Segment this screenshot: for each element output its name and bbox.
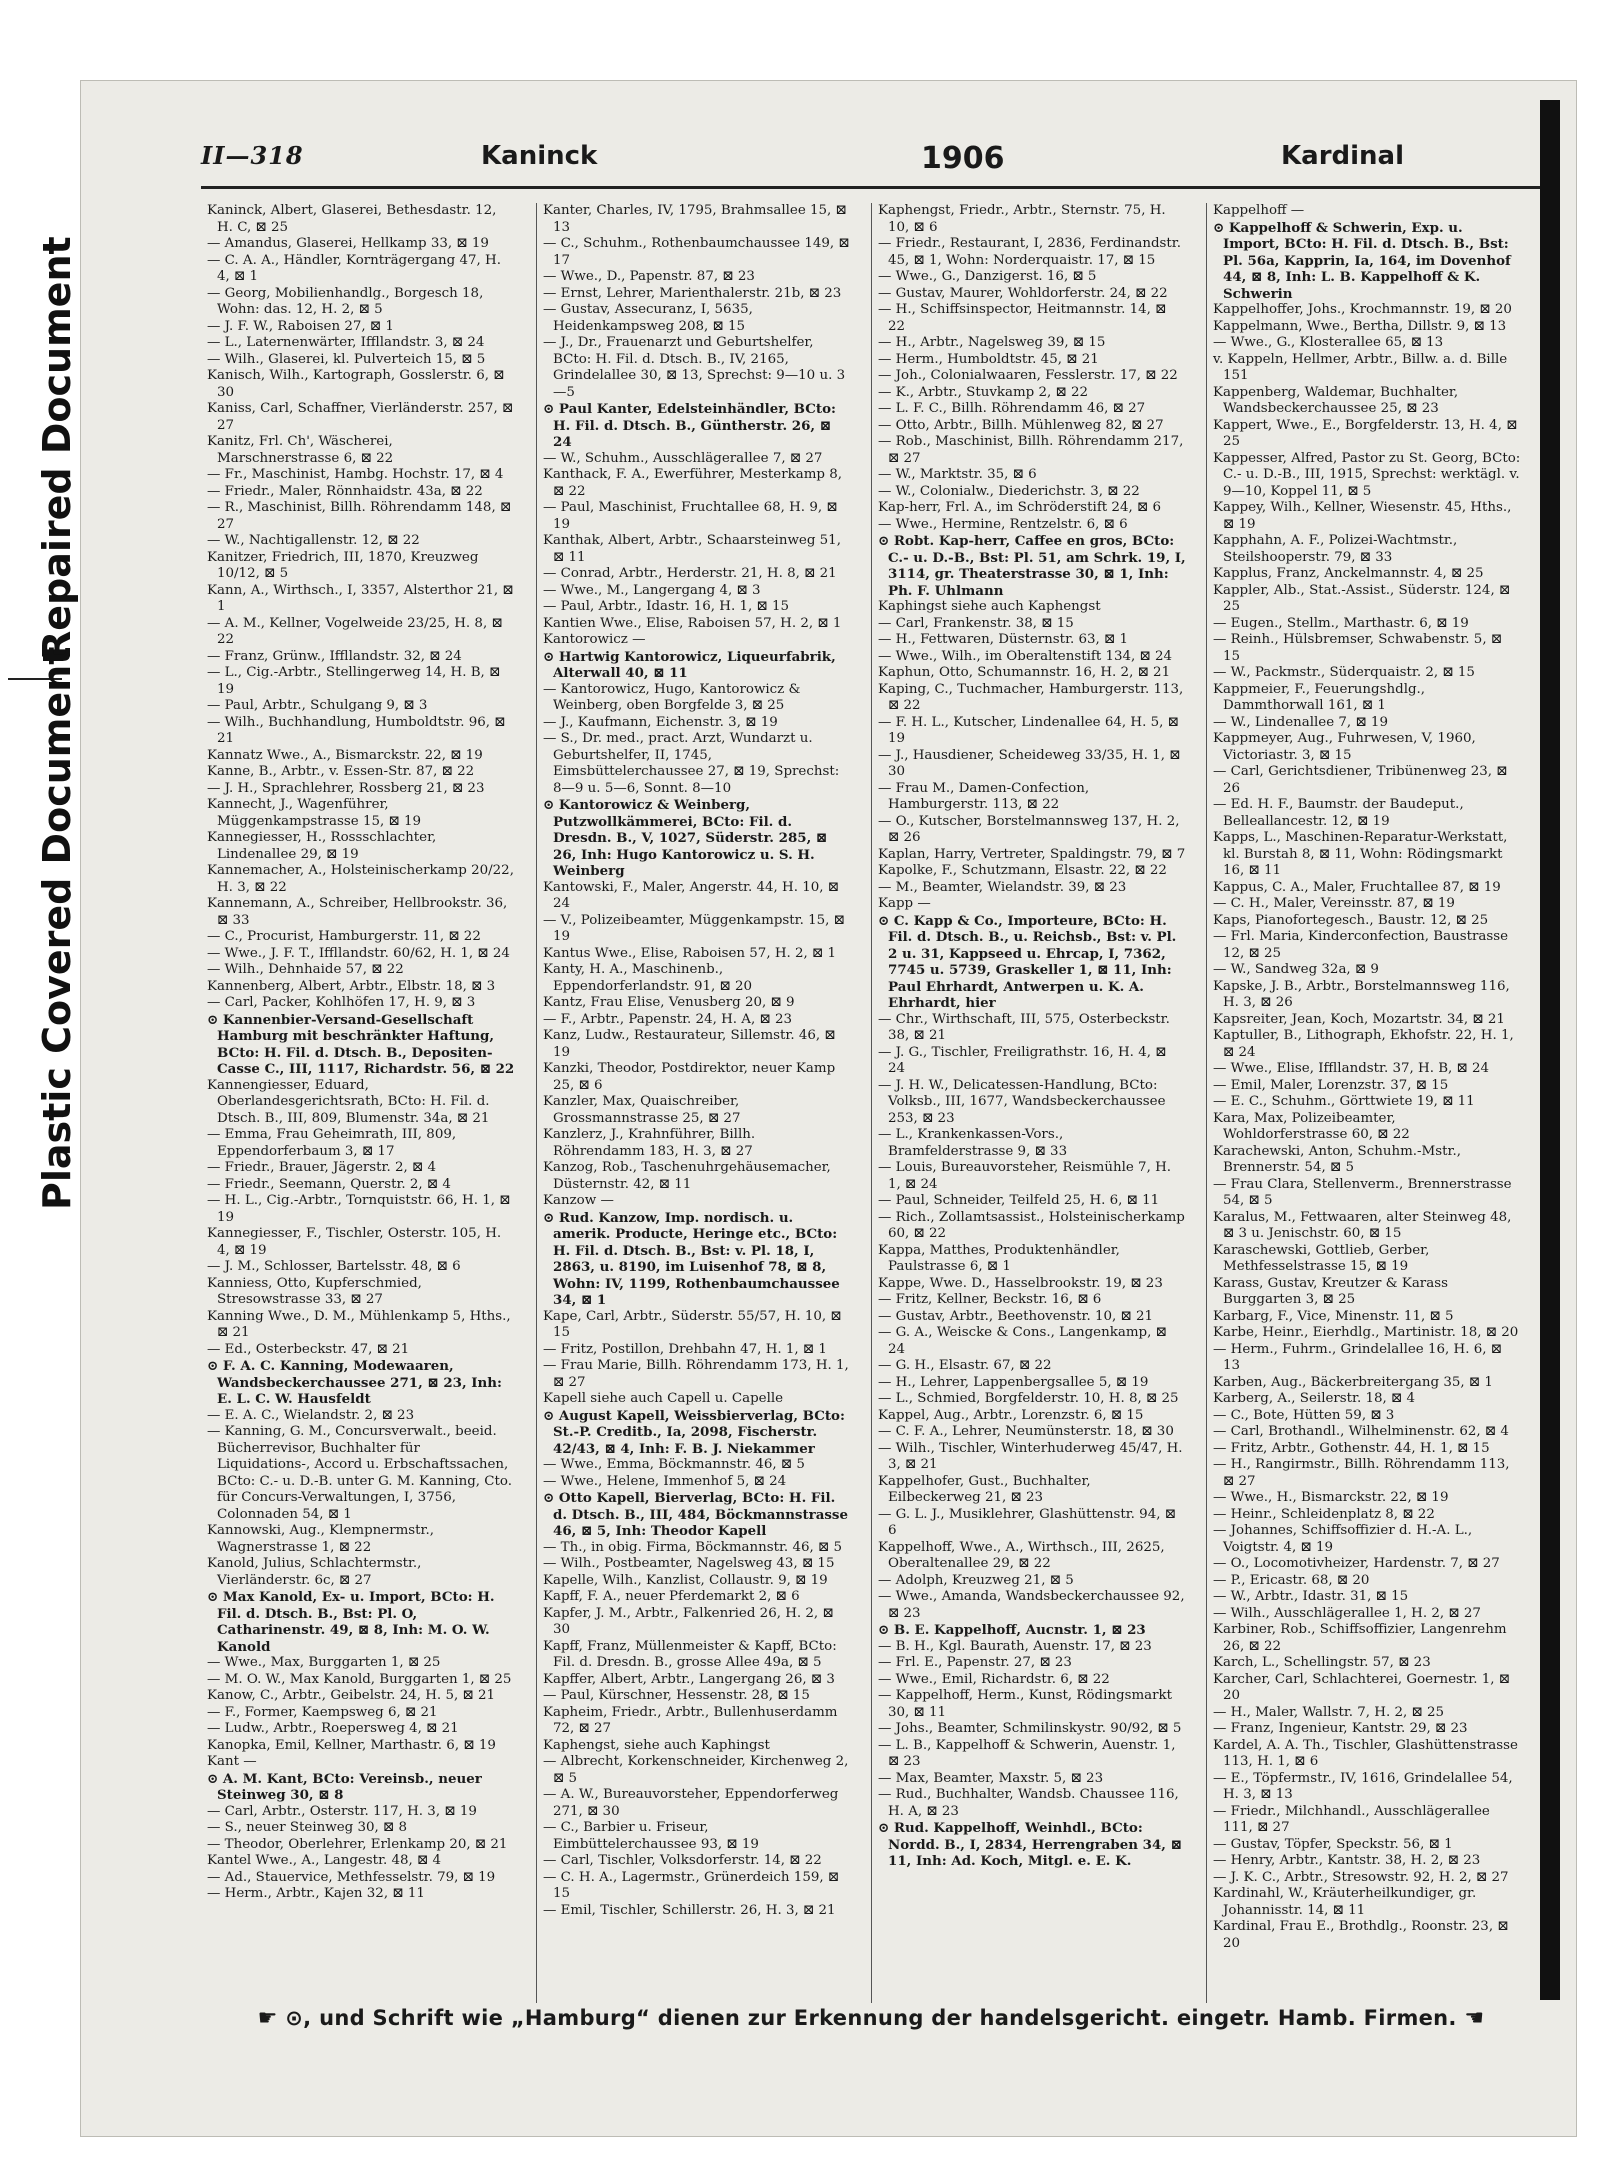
directory-entry: ⊙ C. Kapp & Co., Importeure, BCto: H. Fil. d. Dtsch. B., u. Reichsb., Bst: v. Pl. 2 u. 31, Kappseed u. Ehrcap, I, 7362, 7745 u. 5739, Graskeller 1, ⊠ 11, Inh: Paul Ehrhardt, Antwerpen u. K. A. Ehrhardt, hier: [878, 912, 1177, 1011]
directory-entry: Kanty, H. A., Maschinenb., Eppendorferlandstr. 91, ⊠ 20: [543, 962, 753, 994]
directory-entry: — V., Polizeibeamter, Müggenkampstr. 15, ⊠ 19: [543, 912, 845, 944]
directory-year: 1906: [921, 141, 1005, 176]
directory-entry: — Frau M., Damen-Confection, Hamburgerstr. 113, ⊠ 22: [878, 780, 1090, 812]
directory-entry: ⊙ Hartwig Kantorowicz, Liqueurfabrik, Alterwall 40, ⊠ 11: [543, 648, 836, 681]
directory-entry: ⊙ A. M. Kant, BCto: Vereinsb., neuer Steinweg 30, ⊠ 8: [207, 1770, 482, 1803]
directory-entry: — A. M., Kellner, Vogelweide 23/25, H. 8, ⊠ 22: [207, 615, 503, 647]
directory-entry: Kapsreiter, Jean, Koch, Mozartstr. 34, ⊠ 21: [1213, 1011, 1505, 1027]
directory-entry: — Carl, Packer, Kohlhöfen 17, H. 9, ⊠ 3: [207, 995, 476, 1010]
directory-entry: — C. F. A., Lehrer, Neumünsterstr. 18, ⊠ 30: [878, 1424, 1174, 1439]
footer-note: ⊙, und Schrift wie „Hamburg“ dienen zur Erkennung der handelsgericht. eingetr. Hamb. Firmen.: [285, 2006, 1457, 2030]
directory-entry: — Wilh., Buchhandlung, Humboldtstr. 96, ⊠ 21: [207, 714, 506, 746]
directory-entry: — Henry, Arbtr., Kantstr. 38, H. 2, ⊠ 23: [1213, 1853, 1481, 1868]
directory-entry: — J. F. W., Raboisen 27, ⊠ 1: [207, 318, 394, 334]
directory-entry: — Emil, Tischler, Schillerstr. 26, H. 3, ⊠ 21: [543, 1902, 836, 1918]
directory-entry: Kanz, Ludw., Restaurateur, Sillemstr. 46, ⊠ 19: [543, 1028, 836, 1060]
header-rule: [201, 186, 1541, 189]
directory-entry: Kanitz, Frl. Ch', Wäscherei, Marschnerstrasse 6, ⊠ 22: [207, 434, 394, 466]
directory-entry: Kaphengst, Friedr., Arbtr., Sternstr. 75, H. 10, ⊠ 6: [878, 203, 1166, 235]
last-headword: Kardinal: [1281, 141, 1405, 171]
directory-entry: Kappe, Wwe. D., Hasselbrookstr. 19, ⊠ 23: [878, 1275, 1163, 1291]
directory-entry: Kapplus, Franz, Anckelmannstr. 4, ⊠ 25: [1213, 566, 1484, 581]
directory-entry: — J. H., Sprachlehrer, Rossberg 21, ⊠ 23: [207, 780, 485, 796]
directory-entry: — Wilh., Glaserei, kl. Pulverteich 15, ⊠ 5: [207, 351, 486, 367]
directory-entry: — C. A. A., Händler, Kornträgergang 47, H. 4, ⊠ 1: [207, 252, 501, 284]
directory-entry: Kannenberg, Albert, Arbtr., Elbstr. 18, ⊠ 3: [207, 978, 496, 994]
directory-entry: — Gustav, Assecuranz, I, 5635, Heidenkampsweg 208, ⊠ 15: [543, 302, 753, 334]
directory-entry: — Wilh., Tischler, Winterhuderweg 45/47, H. 3, ⊠ 21: [878, 1440, 1183, 1472]
directory-entry: Kanniess, Otto, Kupferschmied, Stresowstrasse 33, ⊠ 27: [207, 1275, 422, 1307]
directory-entry: — Ad., Stauervice, Methfesselstr. 79, ⊠ 19: [207, 1869, 496, 1885]
plastic-covered-document-label: Plastic Covered Document: [35, 646, 79, 1210]
directory-entry: — H., Schiffsinspector, Heitmannstr. 14, ⊠ 22: [878, 302, 1167, 334]
directory-entry: — S., Dr. med., pract. Arzt, Wundarzt u. Geburtshelfer, II, 1745, Eimsbüttelerchaussee 27, ⊠ 19, Sprechst: 8—9 u. 5—6, Sonnt. 8—10: [543, 731, 840, 796]
directory-entry: — K., Arbtr., Stuvkamp 2, ⊠ 22: [878, 384, 1089, 400]
column-4-entries: [1207, 203, 1527, 1952]
directory-entry: — L., Schmied, Borgfelderstr. 10, H. 8, ⊠ 25: [878, 1391, 1179, 1406]
directory-entry: Karch, L., Schellingstr. 57, ⊠ 23: [1213, 1655, 1431, 1670]
directory-entry: ⊙ B. E. Kappelhoff, Aucnstr. 1, ⊠ 23: [878, 1622, 1146, 1638]
directory-entry: — Herm., Arbtr., Kajen 32, ⊠ 11: [207, 1886, 425, 1901]
directory-entry: — Wilh., Ausschlägerallee 1, H. 2, ⊠ 27: [1213, 1605, 1481, 1621]
directory-entry: — Paul, Schneider, Teilfeld 25, H. 6, ⊠ 11: [878, 1193, 1160, 1208]
directory-entry: ⊙ Rud. Kanzow, Imp. nordisch. u. amerik. Producte, Heringe etc., BCto: H. Fil. d. Dtsch. B., Bst: v. Pl. 18, I, 2863, u. 8190, im Luisenhof 78, ⊠ 8, Wohn: IV, 1199, Rothenbaumchaussee 34, ⊠ 1: [543, 1209, 840, 1308]
directory-entry: — F., Arbtr., Papenstr. 24, H. A, ⊠ 23: [543, 1011, 792, 1027]
directory-entry: — Heinr., Schleidenplatz 8, ⊠ 22: [1213, 1506, 1435, 1522]
directory-entry: Karass, Gustav, Kreutzer & Karass Burggarten 3, ⊠ 25: [1213, 1275, 1448, 1307]
directory-entry: — Joh., Colonialwaaren, Fesslerstr. 17, ⊠ 22: [878, 368, 1178, 383]
directory-entry: Kapphahn, A. F., Polizei-Wachtmstr., Steilshooperstr. 79, ⊠ 33: [1213, 533, 1458, 565]
page-number: II—318: [201, 141, 304, 170]
directory-entry: — Friedr., Seemann, Querstr. 2, ⊠ 4: [207, 1176, 451, 1192]
directory-entry: Kanne, B., Arbtr., v. Essen-Str. 87, ⊠ 22: [207, 764, 475, 779]
directory-entry: Kanzler, Max, Quaischreiber, Grossmannstrasse 25, ⊠ 27: [543, 1094, 741, 1126]
directory-entry: Kappmeier, F., Feuerungshdlg., Dammthorwall 161, ⊠ 1: [1213, 681, 1426, 713]
directory-entry: Kappey, Wilh., Kellner, Wiesenstr. 45, Hths., ⊠ 19: [1213, 500, 1512, 532]
directory-entry: — J., Kaufmann, Eichenstr. 3, ⊠ 19: [543, 714, 778, 730]
directory-entry: Kanning Wwe., D. M., Mühlenkamp 5, Hths., ⊠ 21: [207, 1308, 511, 1340]
directory-entry: — Friedr., Maler, Rönnhaidstr. 43a, ⊠ 22: [207, 483, 483, 499]
directory-entry: ⊙ Kappelhoff & Schwerin, Exp. u. Import, BCto: H. Fil. d. Dtsch. B., Bst: Pl. 56a, Kapprin, Ia, 164, im Dovenhof 44, ⊠ 8, Inh: L. B. Kappelhoff & K. Schwerin: [1213, 219, 1511, 302]
directory-entry: — Wwe., Amanda, Wandsbeckerchaussee 92, ⊠ 23: [878, 1589, 1185, 1621]
directory-entry: — Louis, Bureauvorsteher, Reismühle 7, H. 1, ⊠ 24: [878, 1160, 1172, 1192]
directory-entry: — Rud., Buchhalter, Wandsb. Chaussee 116, H. A, ⊠ 23: [878, 1787, 1179, 1819]
directory-entry: — Frau Clara, Stellenverm., Brennerstrasse 54, ⊠ 5: [1213, 1176, 1512, 1208]
directory-entry: — Wwe., Elise, Iffllandstr. 37, H. B, ⊠ 24: [1213, 1061, 1490, 1076]
directory-entry: — Johs., Beamter, Schmilinskystr. 90/92, ⊠ 5: [878, 1721, 1182, 1736]
directory-entry: — G. A., Weiscke & Cons., Langenkamp, ⊠ 24: [878, 1325, 1167, 1357]
directory-entry: Karbiner, Rob., Schiffsoffizier, Langenrehm 26, ⊠ 22: [1213, 1622, 1507, 1654]
directory-entry: Kanzki, Theodor, Postdirektor, neuer Kamp 25, ⊠ 6: [543, 1061, 836, 1093]
directory-entry: Kanzlerz, J., Krahnführer, Billh. Röhrendamm 183, H. 3, ⊠ 27: [543, 1127, 756, 1159]
directory-entry: Kara, Max, Polizeibeamter, Wohldorferstrasse 60, ⊠ 22: [1213, 1110, 1410, 1142]
directory-entry: Kannowski, Aug., Klempnermstr., Wagnerstrasse 1, ⊠ 22: [207, 1523, 434, 1555]
directory-entry: — E. A. C., Wielandstr. 2, ⊠ 23: [207, 1407, 415, 1423]
directory-entry: — W., Schuhm., Ausschlägerallee 7, ⊠ 27: [543, 450, 823, 466]
directory-entry: — Johannes, Schiffsoffizier d. H.-A. L., Voigtstr. 4, ⊠ 19: [1213, 1523, 1473, 1555]
directory-entry: — L. F. C., Billh. Röhrendamm 46, ⊠ 27: [878, 401, 1146, 416]
directory-entry: Kaplan, Harry, Vertreter, Spaldingstr. 79, ⊠ 7: [878, 846, 1186, 862]
directory-entry: Kappa, Matthes, Produktenhändler, Paulstrasse 6, ⊠ 1: [878, 1242, 1120, 1274]
directory-entry: — Ludw., Arbtr., Roepersweg 4, ⊠ 21: [207, 1721, 459, 1736]
directory-entry: — Carl, Gerichtsdiener, Tribünenweg 23, ⊠ 26: [1213, 764, 1508, 796]
directory-entry: Kapelle, Wilh., Kanzlist, Collaustr. 9, ⊠ 19: [543, 1572, 828, 1588]
directory-entry: — L. B., Kappelhoff & Schwerin, Auenstr. 1, ⊠ 23: [878, 1737, 1176, 1769]
directory-entry: Kaphingst siehe auch Kaphengst: [878, 599, 1101, 614]
directory-entry: Kanopka, Emil, Kellner, Marthastr. 6, ⊠ 19: [207, 1737, 496, 1753]
directory-entry: — Carl, Brothandl., Wilhelminenstr. 62, ⊠ 4: [1213, 1424, 1509, 1439]
directory-entry: — Eugen., Stellm., Marthastr. 6, ⊠ 19: [1213, 615, 1469, 631]
directory-entry: — J., Hausdiener, Scheideweg 33/35, H. 1, ⊠ 30: [878, 747, 1181, 779]
directory-entry: — L., Krankenkassen-Vors., Bramfelderstrasse 9, ⊠ 33: [878, 1127, 1068, 1159]
directory-entry: Kanthak, Albert, Arbtr., Schaarsteinweg 51, ⊠ 11: [543, 533, 841, 565]
directory-entry: — Friedr., Milchhandl., Ausschlägerallee 111, ⊠ 27: [1213, 1803, 1490, 1835]
directory-entry: — F. H. L., Kutscher, Lindenallee 64, H. 5, ⊠ 19: [878, 714, 1179, 746]
directory-entry: — H., Lehrer, Lappenbergsallee 5, ⊠ 19: [878, 1374, 1149, 1390]
side-label: [0, 0, 79, 2177]
directory-entry: — Emma, Frau Geheimrath, III, 809, Eppendorferbaum 3, ⊠ 17: [207, 1127, 457, 1159]
directory-entry: — Friedr., Brauer, Jägerstr. 2, ⊠ 4: [207, 1160, 437, 1175]
directory-entry: — W., Lindenallee 7, ⊠ 19: [1213, 714, 1388, 730]
directory-entry: — Ed. H. F., Baumstr. der Baudeput., Belleallancestr. 12, ⊠ 19: [1213, 797, 1464, 829]
directory-entry: — O., Locomotivheizer, Hardenstr. 7, ⊠ 27: [1213, 1556, 1500, 1571]
directory-entry: — Wwe., Emil, Richardstr. 6, ⊠ 22: [878, 1671, 1110, 1687]
directory-entry: Kapff, F. A., neuer Pferdemarkt 2, ⊠ 6: [543, 1589, 800, 1604]
directory-entry: Kapp —: [878, 896, 931, 911]
directory-entry: Karben, Aug., Bäckerbreitergang 35, ⊠ 1: [1213, 1374, 1493, 1390]
directory-entry: — P., Ericastr. 68, ⊠ 20: [1213, 1572, 1370, 1588]
directory-entry: — Wwe., Helene, Immenhof 5, ⊠ 24: [543, 1473, 787, 1489]
column-2: [536, 203, 857, 2003]
directory-entry: Kardel, A. A. Th., Tischler, Glashüttenstrasse 113, H. 1, ⊠ 6: [1213, 1737, 1518, 1769]
first-headword: Kaninck: [481, 141, 598, 171]
directory-entry: — L., Cig.-Arbtr., Stellingerweg 14, H. B, ⊠ 19: [207, 665, 501, 697]
directory-entry: ⊙ Kannenbier-Versand-Gesellschaft Hamburg mit beschränkter Haftung, BCto: H. Fil. d. Dtsch. B., Depositen-Casse C., III, 1117, Richardstr. 56, ⊠ 22: [207, 1011, 515, 1077]
directory-entry: — Wwe., H., Bismarckstr. 22, ⊠ 19: [1213, 1490, 1449, 1505]
directory-entry: — M. O. W., Max Kanold, Burggarten 1, ⊠ 25: [207, 1671, 512, 1687]
directory-entry: — Kanning, G. M., Concursverwalt., beeid. Bücherrevisor, Buchhalter für Liquidations-, Accord u. Erbschaftssachen, BCto: C.- u. D.-B. unter G. M. Kanning, Cto. für Concurs-Verwaltungen, I, 3756, Colonnaden 54, ⊠ 1: [207, 1424, 512, 1522]
directory-entry: Kaps, Pianofortegesch., Baustr. 12, ⊠ 25: [1213, 912, 1489, 928]
directory-entry: — C. H., Maler, Vereinsstr. 87, ⊠ 19: [1213, 896, 1455, 911]
directory-entry: — B. H., Kgl. Baurath, Auenstr. 17, ⊠ 23: [878, 1638, 1152, 1654]
directory-entry: — Wwe., Emma, Böckmannstr. 46, ⊠ 5: [543, 1457, 805, 1472]
directory-entry: — H., Maler, Wallstr. 7, H. 2, ⊠ 25: [1213, 1704, 1445, 1720]
directory-entry: — R., Maschinist, Billh. Röhrendamm 148, ⊠ 27: [207, 500, 512, 532]
directory-entry: — Albrecht, Korkenschneider, Kirchenweg 2, ⊠ 5: [543, 1754, 849, 1786]
directory-entry: — J. M., Schlosser, Bartelsstr. 48, ⊠ 6: [207, 1259, 461, 1274]
directory-entry: Kant —: [207, 1754, 257, 1769]
column-1-entries: [201, 203, 521, 1903]
directory-entry: Kanzow —: [543, 1193, 614, 1208]
directory-entry: — Herm., Fuhrm., Grindelallee 16, H. 6, ⊠ 13: [1213, 1341, 1502, 1373]
directory-entry: Kappler, Alb., Stat.-Assist., Süderstr. 124, ⊠ 25: [1213, 582, 1511, 614]
directory-entry: — Rob., Maschinist, Billh. Röhrendamm 217, ⊠ 27: [878, 434, 1184, 466]
directory-entry: v. Kappeln, Hellmer, Arbtr., Billw. a. d. Bille 151: [1213, 351, 1508, 383]
directory-entry: — Gustav, Arbtr., Beethovenstr. 10, ⊠ 21: [878, 1308, 1154, 1324]
directory-entry: Kantorowicz —: [543, 632, 646, 647]
directory-entry: — Herm., Humboldtstr. 45, ⊠ 21: [878, 351, 1099, 367]
directory-entry: — O., Kutscher, Borstelmannsweg 137, H. 2, ⊠ 26: [878, 813, 1180, 845]
directory-entry: Kappmeyer, Aug., Fuhrwesen, V, 1960, Victoriastr. 3, ⊠ 15: [1213, 731, 1476, 763]
directory-entry: Kanold, Julius, Schlachtermstr., Vierländerstr. 6c, ⊠ 27: [207, 1556, 422, 1588]
directory-entry: — Theodor, Oberlehrer, Erlenkamp 20, ⊠ 21: [207, 1836, 508, 1852]
directory-entry: Kapske, J. B., Arbtr., Borstelmannsweg 116, H. 3, ⊠ 26: [1213, 978, 1510, 1010]
directory-entry: Kape, Carl, Arbtr., Süderstr. 55/57, H. 10, ⊠ 15: [543, 1308, 842, 1340]
directory-entry: — Amandus, Glaserei, Hellkamp 33, ⊠ 19: [207, 236, 489, 251]
directory-entry: Karalus, M., Fettwaaren, alter Steinweg 48, ⊠ 3 u. Jenischstr. 60, ⊠ 15: [1213, 1209, 1512, 1241]
directory-entry: — M., Beamter, Wielandstr. 39, ⊠ 23: [878, 879, 1127, 895]
scanned-page: [80, 80, 1577, 2137]
directory-entry: — Frl. E., Papenstr. 27, ⊠ 23: [878, 1655, 1072, 1670]
pointing-hand-right-icon: ☚: [1464, 2006, 1485, 2031]
column-2-entries: [537, 203, 857, 1919]
directory-entry: Karbe, Heinr., Eierhdlg., Martinistr. 18, ⊠ 20: [1213, 1325, 1519, 1340]
directory-entry: Kardinal, Frau E., Brothdlg., Roonstr. 23, ⊠ 20: [1213, 1919, 1509, 1951]
directory-entry: — Fr., Maschinist, Hambg. Hochstr. 17, ⊠ 4: [207, 467, 504, 482]
directory-entry: ⊙ F. A. C. Kanning, Modewaaren, Wandsbeckerchaussee 271, ⊠ 23, Inh: E. L. C. W. Hausfeldt: [207, 1358, 502, 1407]
directory-entry: — Rich., Zollamtsassist., Holsteinischerkamp 60, ⊠ 22: [878, 1209, 1185, 1241]
directory-entry: Kantus Wwe., Elise, Raboisen 57, H. 2, ⊠ 1: [543, 945, 837, 961]
directory-entry: Kanthack, F. A., Ewerführer, Mesterkamp 8, ⊠ 22: [543, 467, 843, 499]
directory-entry: Kanter, Charles, IV, 1795, Brahmsallee 15, ⊠ 13: [543, 203, 847, 235]
directory-entry: Kappert, Wwe., E., Borgfelderstr. 13, H. 4, ⊠ 25: [1213, 417, 1518, 449]
column-3-entries: [872, 203, 1192, 1870]
directory-entry: — Frl. Maria, Kinderconfection, Baustrasse 12, ⊠ 25: [1213, 929, 1508, 961]
directory-entry: — J. H. W., Delicatessen-Handlung, BCto: Volksb., III, 1677, Wandsbeckerchaussee 253, ⊠ 23: [878, 1077, 1166, 1126]
directory-entry: Kannegiesser, F., Tischler, Osterstr. 105, H. 4, ⊠ 19: [207, 1226, 502, 1258]
page-header: [201, 141, 1541, 201]
directory-entry: — W., Packmstr., Süderquaistr. 2, ⊠ 15: [1213, 665, 1475, 680]
directory-entry: Kapell siehe auch Capell u. Capelle: [543, 1391, 784, 1406]
directory-entry: — Wwe., Hermine, Rentzelstr. 6, ⊠ 6: [878, 516, 1128, 532]
directory-entry: — Adolph, Kreuzweg 21, ⊠ 5: [878, 1572, 1074, 1588]
directory-entry: Kann, A., Wirthsch., I, 3357, Alsterthor 21, ⊠ 1: [207, 582, 514, 614]
directory-entry: — E., Töpfermstr., IV, 1616, Grindelallee 54, H. 3, ⊠ 13: [1213, 1770, 1513, 1802]
directory-entry: — J., Dr., Frauenarzt und Geburtshelfer, BCto: H. Fil. d. Dtsch. B., IV, 2165, Grindelallee 30, ⊠ 13, Sprechst: 9—10 u. 3—5: [543, 335, 846, 400]
directory-entry: ⊙ Kantorowicz & Weinberg, Putzwollkämmerei, BCto: Fil. d. Dresdn. B., V, 1027, Süderstr. 285, ⊠ 26, Inh: Hugo Kantorowicz u. S. H. Weinberg: [543, 797, 828, 879]
directory-entry: Kaninck, Albert, Glaserei, Bethesdastr. 12, H. C, ⊠ 25: [207, 203, 497, 235]
directory-entry: — C., Barbier u. Friseur, Eimbüttelerchaussee 93, ⊠ 19: [543, 1820, 759, 1852]
directory-entry: Kappesser, Alfred, Pastor zu St. Georg, BCto: C.- u. D.-B., III, 1915, Sprechst: werktägl. v. 9—10, Koppel 11, ⊠ 5: [1213, 450, 1521, 499]
page-edge-shadow: [1540, 100, 1560, 2000]
directory-entry: Kappelmann, Wwe., Bertha, Dillstr. 9, ⊠ 13: [1213, 318, 1507, 334]
directory-entry: — Carl, Tischler, Volksdorferstr. 14, ⊠ 22: [543, 1853, 822, 1868]
directory-entry: Kannengiesser, Eduard, Oberlandesgerichtsrath, BCto: H. Fil. d. Dtsch. B., III, 809, Blumenstr. 34a, ⊠ 21: [207, 1077, 490, 1126]
directory-entry: — Wwe., G., Danzigerst. 16, ⊠ 5: [878, 269, 1097, 284]
directory-entry: Kannegiesser, H., Rossschlachter, Lindenallee 29, ⊠ 19: [207, 830, 437, 862]
directory-entry: — J. G., Tischler, Freiligrathstr. 16, H. 4, ⊠ 24: [878, 1044, 1167, 1076]
directory-entry: — W., Nachtigallenstr. 12, ⊠ 22: [207, 533, 420, 548]
column-1: [201, 203, 521, 2003]
column-4: [1206, 203, 1527, 2003]
directory-entry: — H., Rangirmstr., Billh. Röhrendamm 113, ⊠ 27: [1213, 1457, 1510, 1489]
directory-entry: — Conrad, Arbtr., Herderstr. 21, H. 8, ⊠ 21: [543, 566, 837, 581]
column-3: [871, 203, 1192, 2003]
directory-entry: Kantel Wwe., A., Langestr. 48, ⊠ 4: [207, 1853, 442, 1868]
directory-entry: — J. K. C., Arbtr., Stresowstr. 92, H. 2, ⊠ 27: [1213, 1869, 1509, 1885]
directory-entry: ⊙ Max Kanold, Ex- u. Import, BCto: H. Fil. d. Dtsch. B., Bst: Pl. O, Catharinenstr. 49, ⊠ 8, Inh: M. O. W. Kanold: [207, 1589, 495, 1655]
directory-entry: Kaptuller, B., Lithograph, Ekhofstr. 22, H. 1, ⊠ 24: [1213, 1028, 1514, 1060]
directory-entry: Kappenberg, Waldemar, Buchhalter, Wandsbeckerchaussee 25, ⊠ 23: [1213, 384, 1459, 416]
directory-entry: Kappus, C. A., Maler, Fruchtallee 87, ⊠ 19: [1213, 879, 1501, 895]
directory-entry: ⊙ Robt. Kap-herr, Caffee en gros, BCto: C.- u. D.-B., Bst: Pl. 51, am Schrk. 19, I, 3114, gr. Theaterstrasse 30, ⊠ 1, Inh: Ph. F. Uhlmann: [878, 533, 1186, 599]
directory-entry: ⊙ August Kapell, Weissbierverlag, BCto: St.-P. Creditb., Ia, 2098, Fischerstr. 42/43, ⊠ 4, Inh: F. B. J. Niekammer: [543, 1407, 845, 1457]
directory-entry: — Otto, Arbtr., Billh. Mühlenweg 82, ⊠ 27: [878, 417, 1164, 433]
directory-entry: Kapff, Franz, Müllenmeister & Kapff, BCto: Fil. d. Dresdn. B., grosse Allee 49a, ⊠ 5: [543, 1638, 837, 1670]
directory-entry: — F., Former, Kaempsweg 6, ⊠ 21: [207, 1704, 438, 1720]
directory-entry: Kapps, L., Maschinen-Reparatur-Werkstatt, kl. Burstah 8, ⊠ 11, Wohn: Rödingsmarkt 16, ⊠ 11: [1213, 830, 1508, 878]
directory-entry: Karbarg, F., Vice, Minenstr. 11, ⊠ 5: [1213, 1308, 1454, 1324]
directory-entry: Kap-herr, Frl. A., im Schröderstift 24, ⊠ 6: [878, 500, 1161, 515]
directory-entry: Kapfer, J. M., Arbtr., Falkenried 26, H. 2, ⊠ 30: [543, 1605, 834, 1637]
directory-entry: — Paul, Kürschner, Hessenstr. 28, ⊠ 15: [543, 1688, 810, 1703]
directory-entry: Kanisch, Wilh., Kartograph, Gosslerstr. 6, ⊠ 30: [207, 368, 505, 400]
page-footer: [201, 2006, 1541, 2046]
directory-entry: — Franz, Ingenieur, Kantstr. 29, ⊠ 23: [1213, 1721, 1468, 1736]
directory-entry: — Th., in obig. Firma, Böckmannstr. 46, ⊠ 5: [543, 1539, 842, 1555]
directory-entry: — Ed., Osterbeckstr. 47, ⊠ 21: [207, 1341, 410, 1357]
directory-entry: Kappelhoffer, Johs., Krochmannstr. 19, ⊠ 20: [1213, 302, 1512, 317]
directory-entry: — W., Colonialw., Diederichstr. 3, ⊠ 22: [878, 483, 1140, 499]
directory-entry: Karberg, A., Seilerstr. 18, ⊠ 4: [1213, 1391, 1416, 1406]
directory-entry: Kannemann, A., Schreiber, Hellbrookstr. 36, ⊠ 33: [207, 896, 508, 928]
directory-entry: — C., Bote, Hütten 59, ⊠ 3: [1213, 1407, 1395, 1423]
directory-entry: — Fritz, Arbtr., Gothenstr. 44, H. 1, ⊠ 15: [1213, 1440, 1490, 1456]
directory-entry: Kapheim, Friedr., Arbtr., Bullenhuserdamm 72, ⊠ 27: [543, 1704, 838, 1736]
directory-entry: — L., Laternenwärter, Iffllandstr. 3, ⊠ 24: [207, 335, 485, 350]
directory-entry: ⊙ Paul Kanter, Edelsteinhändler, BCto: H. Fil. d. Dtsch. B., Güntherstr. 26, ⊠ 24: [543, 401, 836, 450]
directory-entry: Kaniss, Carl, Schaffner, Vierländerstr. 257, ⊠ 27: [207, 401, 514, 433]
directory-entry: — Carl, Arbtr., Osterstr. 117, H. 3, ⊠ 19: [207, 1803, 477, 1819]
repaired-document-label: Repaired Document: [35, 236, 79, 660]
directory-entry: Kantz, Frau Elise, Venusberg 20, ⊠ 9: [543, 995, 795, 1010]
directory-entry: Kappelhoff, Wwe., A., Wirthsch., III, 2625, Oberaltenallee 29, ⊠ 22: [878, 1539, 1165, 1571]
directory-entry: — Wwe., G., Klosterallee 65, ⊠ 13: [1213, 335, 1444, 350]
directory-entry: — Wwe., Wilh., im Oberaltenstift 134, ⊠ 24: [878, 648, 1173, 664]
directory-entry: — Wwe., J. F. T., Iffllandstr. 60/62, H. 1, ⊠ 24: [207, 945, 510, 961]
directory-columns: [201, 203, 1541, 2003]
directory-entry: Kapolke, F., Schutzmann, Elsastr. 22, ⊠ 22: [878, 863, 1167, 878]
directory-entry: — G. H., Elsastr. 67, ⊠ 22: [878, 1358, 1052, 1373]
directory-entry: — Frau Marie, Billh. Röhrendamm 173, H. 1, ⊠ 27: [543, 1358, 849, 1390]
directory-entry: — Georg, Mobilienhandlg., Borgesch 18, Wohn: das. 12, H. 2, ⊠ 5: [207, 285, 484, 317]
directory-entry: — Wwe., M., Langergang 4, ⊠ 3: [543, 582, 761, 598]
directory-entry: — W., Arbtr., Idastr. 31, ⊠ 15: [1213, 1589, 1409, 1604]
directory-entry: — Max, Beamter, Maxstr. 5, ⊠ 23: [878, 1770, 1104, 1786]
directory-entry: ⊙ Otto Kapell, Bierverlag, BCto: H. Fil. d. Dtsch. B., III, 484, Böckmannstrasse 46, ⊠ 5, Inh: Theodor Kapell: [543, 1490, 848, 1539]
directory-entry: Karaschewski, Gottlieb, Gerber, Methfesselstrasse 15, ⊠ 19: [1213, 1242, 1430, 1274]
directory-entry: — H. L., Cig.-Arbtr., Tornquiststr. 66, H. 1, ⊠ 19: [207, 1193, 511, 1225]
directory-entry: — Gustav, Töpfer, Speckstr. 56, ⊠ 1: [1213, 1836, 1453, 1852]
directory-entry: — Kappelhoff, Herm., Kunst, Rödingsmarkt 30, ⊠ 11: [878, 1688, 1173, 1720]
directory-entry: — Paul, Arbtr., Idastr. 16, H. 1, ⊠ 15: [543, 599, 790, 614]
directory-entry: — Fritz, Kellner, Beckstr. 16, ⊠ 6: [878, 1292, 1102, 1307]
directory-entry: Kanzog, Rob., Taschenuhrgehäusemacher, Düsternstr. 42, ⊠ 11: [543, 1160, 831, 1192]
directory-entry: — Reinh., Hülsbremser, Schwabenstr. 5, ⊠ 15: [1213, 632, 1503, 664]
directory-entry: — Friedr., Restaurant, I, 2836, Ferdinandstr. 45, ⊠ 1, Wohn: Norderquaistr. 17, ⊠ 15: [878, 236, 1181, 268]
directory-entry: — Ernst, Lehrer, Marienthalerstr. 21b, ⊠ 23: [543, 285, 842, 301]
directory-entry: Kardinahl, W., Kräuterheilkundiger, gr. Johannisstr. 14, ⊠ 11: [1213, 1886, 1477, 1918]
directory-entry: ⊙ Rud. Kappelhoff, Weinhdl., BCto: Nordd. B., I, 2834, Herrengraben 34, ⊠ 11, Inh: Ad. Koch, Mitgl. e. E. K.: [878, 1820, 1182, 1869]
directory-entry: — H., Fettwaren, Düsternstr. 63, ⊠ 1: [878, 632, 1129, 647]
directory-entry: — W., Marktstr. 35, ⊠ 6: [878, 467, 1037, 482]
directory-entry: — Chr., Wirthschaft, III, 575, Osterbeckstr. 38, ⊠ 21: [878, 1011, 1170, 1043]
directory-entry: Kappel, Aug., Arbtr., Lorenzstr. 6, ⊠ 15: [878, 1407, 1144, 1423]
directory-entry: — Emil, Maler, Lorenzstr. 37, ⊠ 15: [1213, 1077, 1449, 1093]
directory-entry: — Wwe., D., Papenstr. 87, ⊠ 23: [543, 269, 755, 284]
directory-entry: — Kantorowicz, Hugo, Kantorowicz & Weinberg, oben Borgfelde 3, ⊠ 25: [543, 681, 801, 713]
directory-entry: — Gustav, Maurer, Wohldorferstr. 24, ⊠ 22: [878, 285, 1168, 301]
directory-entry: — Wilh., Postbeamter, Nagelsweg 43, ⊠ 15: [543, 1556, 835, 1571]
directory-entry: Kaphun, Otto, Schumannstr. 16, H. 2, ⊠ 21: [878, 665, 1171, 680]
directory-entry: Kantowski, F., Maler, Angerstr. 44, H. 10, ⊠ 24: [543, 879, 840, 911]
directory-entry: — W., Sandweg 32a, ⊠ 9: [1213, 962, 1379, 977]
directory-entry: — Wwe., Max, Burggarten 1, ⊠ 25: [207, 1655, 441, 1670]
directory-entry: — A. W., Bureauvorsteher, Eppendorferweg 271, ⊠ 30: [543, 1787, 839, 1819]
directory-entry: Kappelhoff —: [1213, 203, 1305, 218]
directory-entry: Kanow, C., Arbtr., Geibelstr. 24, H. 5, ⊠ 21: [207, 1688, 495, 1703]
directory-entry: Kappelhofer, Gust., Buchhalter, Eilbeckerweg 21, ⊠ 23: [878, 1473, 1091, 1505]
directory-entry: Kannemacher, A., Holsteinischerkamp 20/22, H. 3, ⊠ 22: [207, 863, 514, 895]
directory-entry: — Carl, Frankenstr. 38, ⊠ 15: [878, 615, 1074, 631]
directory-entry: — Paul, Arbtr., Schulgang 9, ⊠ 3: [207, 698, 428, 713]
directory-entry: — E. C., Schuhm., Görttwiete 19, ⊠ 11: [1213, 1094, 1475, 1109]
pointing-hand-left-icon: ☛: [257, 2006, 278, 2031]
directory-entry: — C. H. A., Lagermstr., Grünerdeich 159, ⊠ 15: [543, 1869, 840, 1901]
directory-entry: — Wilh., Dehnhaide 57, ⊠ 22: [207, 962, 404, 977]
directory-entry: Kanitzer, Friedrich, III, 1870, Kreuzweg 10/12, ⊠ 5: [207, 549, 479, 581]
directory-entry: Kannecht, J., Wagenführer, Müggenkampstrasse 15, ⊠ 19: [207, 797, 422, 829]
directory-entry: Kaphengst, siehe auch Kaphingst: [543, 1737, 770, 1753]
directory-entry: — C., Schuhm., Rothenbaumchaussee 149, ⊠ 17: [543, 236, 850, 268]
directory-entry: — G. L. J., Musiklehrer, Glashüttenstr. 94, ⊠ 6: [878, 1506, 1176, 1538]
directory-entry: Karcher, Carl, Schlachterei, Goernestr. 1, ⊠ 20: [1213, 1671, 1510, 1703]
directory-entry: Kapffer, Albert, Arbtr., Langergang 26, ⊠ 3: [543, 1671, 835, 1687]
directory-entry: Kantien Wwe., Elise, Raboisen 57, H. 2, ⊠ 1: [543, 615, 842, 631]
directory-entry: — C., Procurist, Hamburgerstr. 11, ⊠ 22: [207, 929, 481, 944]
directory-entry: Kannatz Wwe., A., Bismarckstr. 22, ⊠ 19: [207, 747, 483, 763]
directory-entry: — H., Arbtr., Nagelsweg 39, ⊠ 15: [878, 335, 1106, 350]
directory-entry: — Fritz, Postillon, Drehbahn 47, H. 1, ⊠ 1: [543, 1341, 827, 1357]
directory-entry: Karachewski, Anton, Schuhm.-Mstr., Brennerstr. 54, ⊠ 5: [1213, 1143, 1461, 1175]
directory-entry: — Paul, Maschinist, Fruchtallee 68, H. 9, ⊠ 19: [543, 500, 838, 532]
directory-entry: — S., neuer Steinweg 30, ⊠ 8: [207, 1820, 408, 1835]
directory-entry: Kaping, C., Tuchmacher, Hamburgerstr. 113, ⊠ 22: [878, 681, 1184, 713]
directory-entry: — Franz, Grünw., Iffllandstr. 32, ⊠ 24: [207, 648, 462, 664]
